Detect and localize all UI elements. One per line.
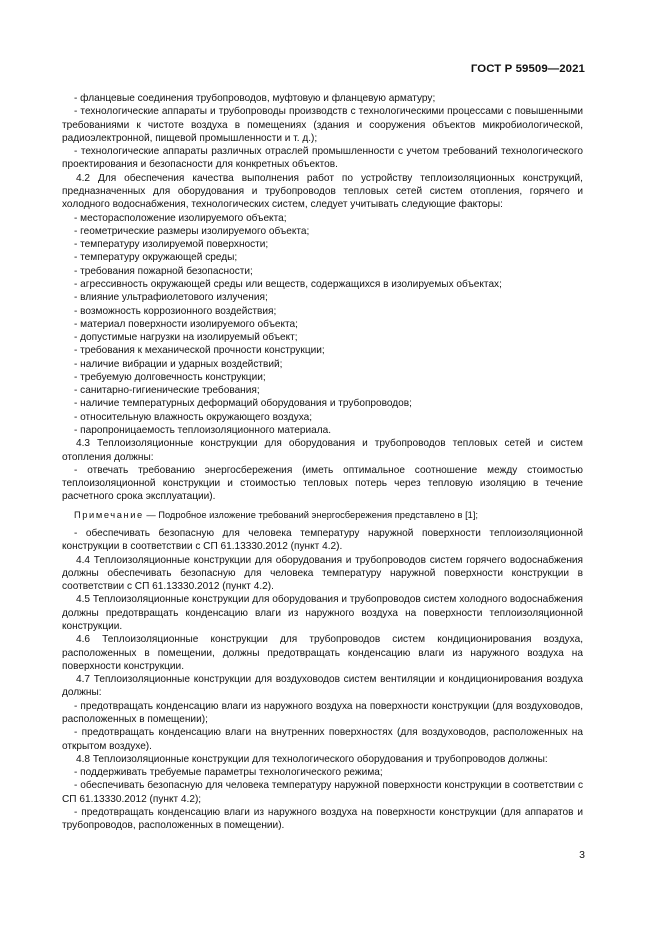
factor-item: - возможность коррозионного воздействия; [74, 305, 277, 317]
list-item: - предотвращать конденсацию влаги из наружного воздуха на поверхности конструкции (для аппаратов и трубопроводов, расположенных в помещении). [62, 806, 583, 832]
list-item: - технологические аппараты и трубопроводы производств с технологическими процессами с повышенными требованиями к чистоте воздуха в помещениях (здания и сооружения объектов микробиологической, радиоэлектронной, пищевой промышленности и т. д.); [62, 106, 583, 144]
factor-item: - температуру изолируемой поверхности; [74, 239, 269, 251]
clause-4-3: 4.3 Теплоизоляционные конструкции для оборудования и трубопроводов тепловых сетей и систем отопления должны: [62, 438, 583, 463]
factor-item: - месторасположение изолируемого объекта; [74, 212, 287, 224]
factor-item: - материал поверхности изолируемого объекта; [74, 318, 298, 330]
factor-item: - паропроницаемость теплоизоляционного материала. [74, 425, 332, 437]
factor-item: - наличие вибрации и ударных воздействий; [74, 358, 283, 370]
factor-item: - геометрические размеры изолируемого объекта; [74, 225, 310, 237]
factor-item: - допустимые нагрузки на изолируемый объект; [74, 332, 298, 344]
factor-item: - требования к механической прочности конструкции; [74, 345, 325, 357]
clause-4-2: 4.2 Для обеспечения качества выполнения работ по устройству теплоизоляционных конструкций, предназначенных для оборудования и трубопроводов тепловых сетей систем отопления, горячего и холодного водоснабжения, технологических систем, следует учитывать следующие факторы: [62, 172, 583, 211]
clause-4-6: 4.6 Теплоизоляционные конструкции для трубопроводов систем кондиционирования воздуха, расположенных в помещении, должны предотвращать конденсацию влаги из наружного воздуха на поверхности конструкции. [62, 634, 583, 672]
note-label: Примечание [74, 509, 144, 520]
list-item: - обеспечивать безопасную для человека температуру наружной поверхности конструкции в соответствии с СП 61.13330.2012 (пункт 4.2); [62, 780, 583, 805]
clause-4-4: 4.4 Теплоизоляционные конструкции для оборудования и трубопроводов систем горячего водоснабжения должны обеспечивать безопасную для человека температуру наружной поверхности конструкции в соответствии с СП 61.13330.2012 (пункт 4.2). [62, 554, 583, 593]
clause-4-5: 4.5 Теплоизоляционные конструкции для оборудования и трубопроводов систем холодного водоснабжения должны предотвращать конденсацию влаги из наружного воздуха на поверхности теплоизоляционной конструкции. [62, 594, 583, 632]
note [62, 509, 583, 522]
list-item: - фланцевые соединения трубопроводов, муфтовую и фланцевую арматуру; [74, 93, 436, 104]
clause-4-8: 4.8 Теплоизоляционные конструкции для технологического оборудования и трубопроводов должны: [76, 753, 548, 765]
factor-item: - температуру окружающей среды; [74, 252, 238, 264]
list-item: - предотвращать конденсацию влаги на внутренних поверхностях (для воздуховодов, расположенных на открытом воздухе). [62, 727, 583, 752]
factor-item: - санитарно-гигиенические требования; [74, 385, 260, 397]
clause-4-7: 4.7 Теплоизоляционные конструкции для воздуховодов систем вентиляции и кондиционирования воздуха должны: [62, 674, 583, 699]
document-code: ГОСТ Р 59509—2021 [470, 63, 585, 75]
list-item: - поддерживать требуемые параметры технологического режима; [74, 767, 383, 779]
document-body [62, 92, 583, 832]
list-item: - технологические аппараты различных отраслей промышленности с учетом требований технологического проектирования и безопасности для конкретных объектов. [62, 146, 583, 171]
note-text: — Подробное изложение требований энергосбережения представлено в [1]; [143, 509, 478, 520]
list-item: - предотвращать конденсацию влаги из наружного воздуха на поверхности конструкции (для воздуховодов, расположенных в помещении); [62, 700, 583, 725]
factor-item: - требуемую долговечность конструкции; [74, 371, 266, 383]
list-item: - обеспечивать безопасную для человека температуру наружной поверхности теплоизоляционной конструкции в соответствии с СП 61.13330.2012 (пункт 4.2). [62, 528, 583, 553]
page-number: 3 [579, 849, 585, 861]
factor-item: - агрессивность окружающей среды или веществ, содержащихся в изолируемых объектах; [74, 278, 502, 290]
list-item: - отвечать требованию энергосбережения (иметь оптимальное соотношение между стоимостью теплоизоляционной конструкции и стоимостью тепловых потерь через тепловую изоляцию в течение расчетного срока эксплуатации). [62, 464, 583, 503]
factor-item: - относительную влажность окружающего воздуха; [74, 411, 313, 423]
factor-item: - требования пожарной безопасности; [74, 265, 253, 277]
factor-item: - наличие температурных деформаций оборудования и трубопроводов; [74, 398, 412, 410]
factor-item: - влияние ультрафиолетового излучения; [74, 292, 268, 304]
